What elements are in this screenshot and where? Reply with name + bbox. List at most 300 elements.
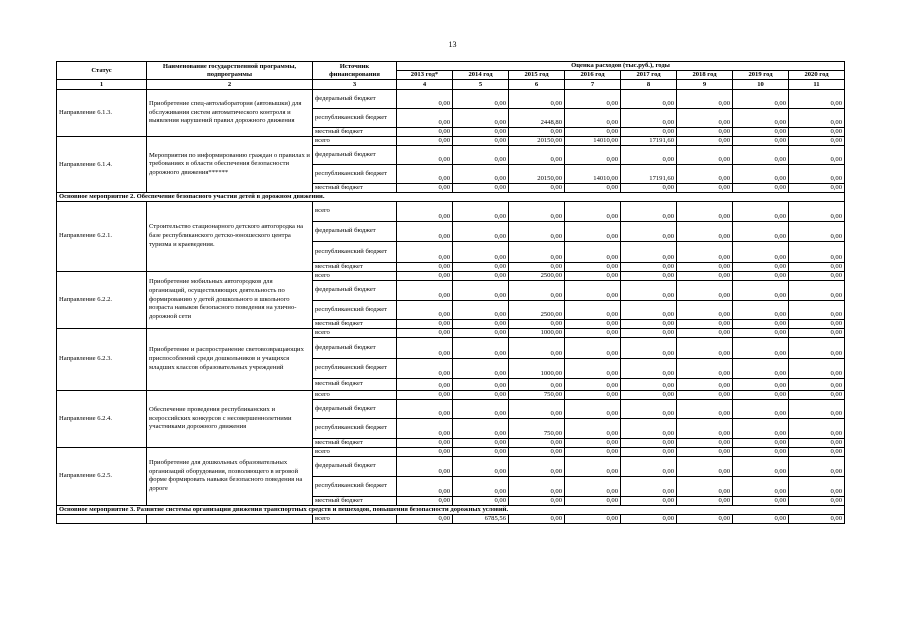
value-cell: 750,00 <box>509 418 565 438</box>
value-cell: 0,00 <box>397 399 453 418</box>
value-cell: 0,00 <box>789 201 845 221</box>
value-cell: 0,00 <box>789 241 845 262</box>
value-cell: 14010,00 <box>565 137 621 146</box>
value-cell: 0,00 <box>733 378 789 390</box>
value-cell: 0,00 <box>397 438 453 447</box>
value-cell: 0,00 <box>453 280 509 300</box>
value-cell: 0,00 <box>677 128 733 137</box>
value-cell: 0,00 <box>565 447 621 456</box>
funding-source-cell: местный бюджет <box>313 319 397 328</box>
value-cell: 0,00 <box>565 90 621 109</box>
value-cell: 0,00 <box>677 390 733 399</box>
program-name-cell <box>147 514 313 523</box>
value-cell: 0,00 <box>733 165 789 184</box>
value-cell: 0,00 <box>621 496 677 505</box>
value-cell: 0,00 <box>453 109 509 128</box>
funding-source-cell: федеральный бюджет <box>313 280 397 300</box>
value-cell: 0,00 <box>621 280 677 300</box>
value-cell: 0,00 <box>565 328 621 337</box>
section-title: Основное мероприятие 2. Обеспечение безопасного участия детей в дорожном движении. <box>57 193 845 202</box>
status-cell: Направление 6.2.1. <box>57 201 147 271</box>
section-row <box>57 505 845 514</box>
value-cell: 0,00 <box>733 456 789 476</box>
funding-source-cell: местный бюджет <box>313 496 397 505</box>
column-number: 11 <box>789 80 845 90</box>
value-cell: 0,00 <box>509 280 565 300</box>
value-cell: 750,00 <box>509 390 565 399</box>
funding-source-cell: местный бюджет <box>313 378 397 390</box>
value-cell: 0,00 <box>397 390 453 399</box>
value-cell: 0,00 <box>789 221 845 241</box>
value-cell: 0,00 <box>621 358 677 378</box>
funding-source-cell: всего <box>313 447 397 456</box>
value-cell: 0,00 <box>733 438 789 447</box>
value-cell: 0,00 <box>397 328 453 337</box>
status-cell: Направление 6.2.2. <box>57 271 147 328</box>
value-cell: 0,00 <box>397 184 453 193</box>
value-cell: 0,00 <box>565 184 621 193</box>
value-cell: 0,00 <box>453 90 509 109</box>
value-cell: 0,00 <box>565 378 621 390</box>
value-cell: 0,00 <box>565 358 621 378</box>
value-cell: 0,00 <box>397 378 453 390</box>
funding-source-cell: местный бюджет <box>313 262 397 271</box>
table-row <box>57 328 845 337</box>
value-cell: 0,00 <box>509 378 565 390</box>
value-cell: 0,00 <box>453 146 509 165</box>
value-cell: 0,00 <box>509 184 565 193</box>
funding-source-cell: федеральный бюджет <box>313 146 397 165</box>
value-cell: 0,00 <box>565 514 621 523</box>
value-cell: 0,00 <box>621 476 677 496</box>
column-number: 5 <box>453 80 509 90</box>
header-row-1 <box>57 62 845 71</box>
value-cell: 6785,56 <box>453 514 509 523</box>
program-name-cell: Приобретение и распространение световозвращающих приспособлений среди дошкольников и учащихся младших классов образовательных учреждений <box>147 328 313 390</box>
funding-source-cell: всего <box>313 328 397 337</box>
value-cell: 0,00 <box>789 128 845 137</box>
table-row <box>57 271 845 280</box>
status-cell <box>57 514 147 523</box>
funding-source-cell: всего <box>313 271 397 280</box>
header-year: 2020 год <box>789 71 845 80</box>
value-cell: 0,00 <box>621 390 677 399</box>
funding-source-cell: всего <box>313 201 397 221</box>
value-cell: 1000,00 <box>509 328 565 337</box>
value-cell: 0,00 <box>565 476 621 496</box>
value-cell: 0,00 <box>677 456 733 476</box>
value-cell: 0,00 <box>397 137 453 146</box>
value-cell: 0,00 <box>733 476 789 496</box>
value-cell: 0,00 <box>397 165 453 184</box>
funding-source-cell: местный бюджет <box>313 128 397 137</box>
value-cell: 17191,60 <box>621 165 677 184</box>
value-cell: 0,00 <box>453 399 509 418</box>
value-cell: 0,00 <box>565 337 621 358</box>
funding-source-cell: республиканский бюджет <box>313 109 397 128</box>
value-cell: 0,00 <box>677 514 733 523</box>
value-cell: 0,00 <box>621 438 677 447</box>
status-cell: Направление 6.1.4. <box>57 137 147 193</box>
status-cell: Направление 6.2.5. <box>57 447 147 505</box>
value-cell: 0,00 <box>621 300 677 319</box>
value-cell: 0,00 <box>397 109 453 128</box>
value-cell: 0,00 <box>733 137 789 146</box>
value-cell: 0,00 <box>621 90 677 109</box>
table-body <box>57 90 845 524</box>
value-cell: 0,00 <box>677 280 733 300</box>
value-cell: 17191,60 <box>621 137 677 146</box>
funding-source-cell: республиканский бюджет <box>313 418 397 438</box>
value-cell: 0,00 <box>397 319 453 328</box>
value-cell: 0,00 <box>621 221 677 241</box>
value-cell: 0,00 <box>789 456 845 476</box>
value-cell: 0,00 <box>397 241 453 262</box>
value-cell: 0,00 <box>621 146 677 165</box>
value-cell: 0,00 <box>453 358 509 378</box>
value-cell: 0,00 <box>565 319 621 328</box>
value-cell: 0,00 <box>565 241 621 262</box>
value-cell: 0,00 <box>565 221 621 241</box>
value-cell: 0,00 <box>453 456 509 476</box>
column-number: 10 <box>733 80 789 90</box>
value-cell: 0,00 <box>677 137 733 146</box>
value-cell: 0,00 <box>397 221 453 241</box>
funding-source-cell: республиканский бюджет <box>313 300 397 319</box>
value-cell: 0,00 <box>677 90 733 109</box>
value-cell: 0,00 <box>789 514 845 523</box>
value-cell: 0,00 <box>453 241 509 262</box>
value-cell: 0,00 <box>453 418 509 438</box>
value-cell: 0,00 <box>565 456 621 476</box>
value-cell: 0,00 <box>677 221 733 241</box>
header-year: 2013 год* <box>397 71 453 80</box>
value-cell: 0,00 <box>453 201 509 221</box>
funding-source-cell: федеральный бюджет <box>313 399 397 418</box>
value-cell: 0,00 <box>789 280 845 300</box>
value-cell: 0,00 <box>789 109 845 128</box>
value-cell: 0,00 <box>733 262 789 271</box>
value-cell: 0,00 <box>677 319 733 328</box>
value-cell: 1000,00 <box>509 358 565 378</box>
value-cell: 0,00 <box>509 438 565 447</box>
value-cell: 0,00 <box>453 447 509 456</box>
value-cell: 0,00 <box>677 300 733 319</box>
value-cell: 0,00 <box>397 90 453 109</box>
value-cell: 0,00 <box>509 128 565 137</box>
column-number: 2 <box>147 80 313 90</box>
value-cell: 0,00 <box>453 262 509 271</box>
table-row <box>57 390 845 399</box>
value-cell: 0,00 <box>677 399 733 418</box>
funding-source-cell: всего <box>313 390 397 399</box>
value-cell: 0,00 <box>453 271 509 280</box>
column-number: 7 <box>565 80 621 90</box>
value-cell: 0,00 <box>733 319 789 328</box>
value-cell: 0,00 <box>565 201 621 221</box>
value-cell: 0,00 <box>677 201 733 221</box>
program-name-cell: Обеспечение проведения республиканских и всероссийских конкурсов с несовершеннолетними участниками дорожного движения <box>147 390 313 447</box>
value-cell: 0,00 <box>509 514 565 523</box>
value-cell: 0,00 <box>621 128 677 137</box>
value-cell: 20150,00 <box>509 165 565 184</box>
value-cell: 0,00 <box>733 280 789 300</box>
value-cell: 0,00 <box>789 438 845 447</box>
value-cell: 0,00 <box>453 319 509 328</box>
funding-source-cell: местный бюджет <box>313 438 397 447</box>
funding-source-cell: федеральный бюджет <box>313 90 397 109</box>
value-cell: 0,00 <box>733 390 789 399</box>
value-cell: 0,00 <box>677 337 733 358</box>
header-year: 2017 год <box>621 71 677 80</box>
value-cell: 0,00 <box>789 418 845 438</box>
value-cell: 0,00 <box>733 399 789 418</box>
value-cell: 0,00 <box>453 300 509 319</box>
value-cell: 0,00 <box>621 514 677 523</box>
value-cell: 0,00 <box>509 447 565 456</box>
value-cell: 0,00 <box>733 337 789 358</box>
value-cell: 0,00 <box>453 328 509 337</box>
header-year: 2014 год <box>453 71 509 80</box>
value-cell: 0,00 <box>621 184 677 193</box>
status-cell: Направление 6.1.3. <box>57 90 147 137</box>
value-cell: 0,00 <box>621 418 677 438</box>
header-source: Источник финансирования <box>313 62 397 80</box>
value-cell: 0,00 <box>397 496 453 505</box>
value-cell: 0,00 <box>621 447 677 456</box>
table-row <box>57 137 845 146</box>
header-year: 2015 год <box>509 71 565 80</box>
value-cell: 0,00 <box>453 390 509 399</box>
value-cell: 0,00 <box>677 262 733 271</box>
value-cell: 0,00 <box>509 146 565 165</box>
column-number: 3 <box>313 80 397 90</box>
column-number: 6 <box>509 80 565 90</box>
value-cell: 0,00 <box>565 418 621 438</box>
value-cell: 0,00 <box>509 221 565 241</box>
value-cell: 0,00 <box>397 280 453 300</box>
value-cell: 0,00 <box>621 262 677 271</box>
value-cell: 0,00 <box>733 514 789 523</box>
funding-source-cell: федеральный бюджет <box>313 456 397 476</box>
value-cell: 0,00 <box>789 300 845 319</box>
value-cell: 0,00 <box>733 447 789 456</box>
value-cell: 0,00 <box>453 221 509 241</box>
value-cell: 0,00 <box>733 358 789 378</box>
value-cell: 0,00 <box>565 399 621 418</box>
table-row <box>57 201 845 221</box>
value-cell: 0,00 <box>733 184 789 193</box>
value-cell: 0,00 <box>621 456 677 476</box>
funding-source-cell: республиканский бюджет <box>313 476 397 496</box>
funding-source-cell: федеральный бюджет <box>313 221 397 241</box>
value-cell: 0,00 <box>733 328 789 337</box>
value-cell: 0,00 <box>789 262 845 271</box>
value-cell: 0,00 <box>677 358 733 378</box>
funding-source-cell: республиканский бюджет <box>313 241 397 262</box>
value-cell: 0,00 <box>453 378 509 390</box>
status-cell: Направление 6.2.4. <box>57 390 147 447</box>
value-cell: 0,00 <box>789 184 845 193</box>
value-cell: 0,00 <box>509 201 565 221</box>
value-cell: 0,00 <box>565 146 621 165</box>
budget-table <box>56 61 845 524</box>
table-row <box>57 447 845 456</box>
value-cell: 0,00 <box>677 496 733 505</box>
value-cell: 0,00 <box>621 378 677 390</box>
value-cell: 0,00 <box>621 271 677 280</box>
value-cell: 0,00 <box>509 262 565 271</box>
value-cell: 0,00 <box>621 319 677 328</box>
funding-source-cell: всего <box>313 514 397 523</box>
value-cell: 0,00 <box>789 146 845 165</box>
program-name-cell: Мероприятия по информированию граждан о правилах и требованиях в области обеспечения безопасности дорожного движения****** <box>147 137 313 193</box>
value-cell: 0,00 <box>733 300 789 319</box>
value-cell: 0,00 <box>677 328 733 337</box>
value-cell: 0,00 <box>789 165 845 184</box>
header-estimate: Оценка расходов (тыс.руб.), годы <box>397 62 845 71</box>
value-cell: 2500,00 <box>509 271 565 280</box>
funding-source-cell: республиканский бюджет <box>313 358 397 378</box>
value-cell: 0,00 <box>397 337 453 358</box>
value-cell: 0,00 <box>677 378 733 390</box>
value-cell: 0,00 <box>677 271 733 280</box>
value-cell: 0,00 <box>789 358 845 378</box>
value-cell: 0,00 <box>789 476 845 496</box>
column-number: 4 <box>397 80 453 90</box>
value-cell: 0,00 <box>509 496 565 505</box>
value-cell: 0,00 <box>789 496 845 505</box>
program-name-cell: Приобретение мобильных автогородков для организаций, осуществляющих деятельность по формированию у детей дошкольного и школьного возраста навыков безопасного поведения на улично-дорожной сети <box>147 271 313 328</box>
page-number: 13 <box>448 40 457 49</box>
value-cell: 0,00 <box>733 201 789 221</box>
column-number: 9 <box>677 80 733 90</box>
value-cell: 0,00 <box>733 109 789 128</box>
program-name-cell: Приобретение спец-автолаборатория (автовышки) для обслуживания систем автоматического контроля и выявления нарушений правил дорожного движения <box>147 90 313 137</box>
value-cell: 0,00 <box>621 109 677 128</box>
value-cell: 0,00 <box>621 328 677 337</box>
value-cell: 0,00 <box>677 447 733 456</box>
value-cell: 0,00 <box>677 418 733 438</box>
value-cell: 0,00 <box>789 271 845 280</box>
value-cell: 0,00 <box>677 241 733 262</box>
value-cell: 0,00 <box>733 221 789 241</box>
program-name-cell: Приобретение для дошкольных образовательных организаций оборудования, позволяющего в игровой форме формировать навыки безопасного поведения на дороге <box>147 447 313 505</box>
value-cell: 0,00 <box>733 90 789 109</box>
value-cell: 0,00 <box>397 447 453 456</box>
value-cell: 0,00 <box>789 328 845 337</box>
value-cell: 0,00 <box>509 241 565 262</box>
value-cell: 0,00 <box>789 399 845 418</box>
table-row <box>57 90 845 109</box>
value-cell: 0,00 <box>453 128 509 137</box>
value-cell: 0,00 <box>565 280 621 300</box>
value-cell: 0,00 <box>397 514 453 523</box>
value-cell: 0,00 <box>397 358 453 378</box>
value-cell: 0,00 <box>789 319 845 328</box>
value-cell: 20150,00 <box>509 137 565 146</box>
value-cell: 0,00 <box>677 184 733 193</box>
value-cell: 0,00 <box>733 496 789 505</box>
value-cell: 0,00 <box>677 165 733 184</box>
value-cell: 0,00 <box>397 201 453 221</box>
value-cell: 0,00 <box>621 337 677 358</box>
value-cell: 0,00 <box>509 399 565 418</box>
value-cell: 0,00 <box>789 378 845 390</box>
value-cell: 0,00 <box>397 262 453 271</box>
value-cell: 0,00 <box>789 137 845 146</box>
header-year: 2016 год <box>565 71 621 80</box>
status-cell: Направление 6.2.3. <box>57 328 147 390</box>
funding-source-cell: федеральный бюджет <box>313 337 397 358</box>
value-cell: 0,00 <box>509 456 565 476</box>
value-cell: 0,00 <box>509 90 565 109</box>
value-cell: 0,00 <box>789 447 845 456</box>
value-cell: 0,00 <box>509 319 565 328</box>
funding-source-cell: местный бюджет <box>313 184 397 193</box>
header-status: Статус <box>57 62 147 80</box>
column-number: 8 <box>621 80 677 90</box>
program-name-cell: Строительство стационарного детского автогородка на базе республиканского детско-юношеского центра туризма и краеведения. <box>147 201 313 271</box>
value-cell: 0,00 <box>565 109 621 128</box>
value-cell: 0,00 <box>453 137 509 146</box>
value-cell: 2448,80 <box>509 109 565 128</box>
value-cell: 0,00 <box>565 262 621 271</box>
value-cell: 2500,00 <box>509 300 565 319</box>
section-row <box>57 193 845 202</box>
value-cell: 0,00 <box>565 390 621 399</box>
value-cell: 0,00 <box>397 418 453 438</box>
value-cell: 0,00 <box>621 201 677 221</box>
value-cell: 0,00 <box>565 300 621 319</box>
value-cell: 14010,00 <box>565 165 621 184</box>
value-cell: 0,00 <box>677 146 733 165</box>
value-cell: 0,00 <box>733 418 789 438</box>
section-title: Основное мероприятие 3. Развитие системы организации движения транспортных средств и пешеходов, повышения безопасности дорожных условий. <box>57 505 845 514</box>
value-cell: 0,00 <box>733 241 789 262</box>
value-cell: 0,00 <box>453 438 509 447</box>
value-cell: 0,00 <box>733 146 789 165</box>
table-row <box>57 514 845 523</box>
value-cell: 0,00 <box>677 438 733 447</box>
value-cell: 0,00 <box>453 337 509 358</box>
funding-source-cell: всего <box>313 137 397 146</box>
value-cell: 0,00 <box>677 476 733 496</box>
value-cell: 0,00 <box>397 128 453 137</box>
header-year: 2019 год <box>733 71 789 80</box>
column-number-row <box>57 80 845 90</box>
value-cell: 0,00 <box>565 438 621 447</box>
funding-source-cell: республиканский бюджет <box>313 165 397 184</box>
value-cell: 0,00 <box>453 496 509 505</box>
value-cell: 0,00 <box>565 271 621 280</box>
header-name: Наименование государственной программы, подпрограммы <box>147 62 313 80</box>
value-cell: 0,00 <box>565 128 621 137</box>
value-cell: 0,00 <box>509 476 565 496</box>
value-cell: 0,00 <box>621 241 677 262</box>
value-cell: 0,00 <box>397 146 453 165</box>
value-cell: 0,00 <box>789 337 845 358</box>
value-cell: 0,00 <box>677 109 733 128</box>
value-cell: 0,00 <box>397 271 453 280</box>
header-year: 2018 год <box>677 71 733 80</box>
value-cell: 0,00 <box>453 476 509 496</box>
value-cell: 0,00 <box>397 300 453 319</box>
value-cell: 0,00 <box>733 271 789 280</box>
value-cell: 0,00 <box>789 90 845 109</box>
value-cell: 0,00 <box>453 165 509 184</box>
value-cell: 0,00 <box>733 128 789 137</box>
